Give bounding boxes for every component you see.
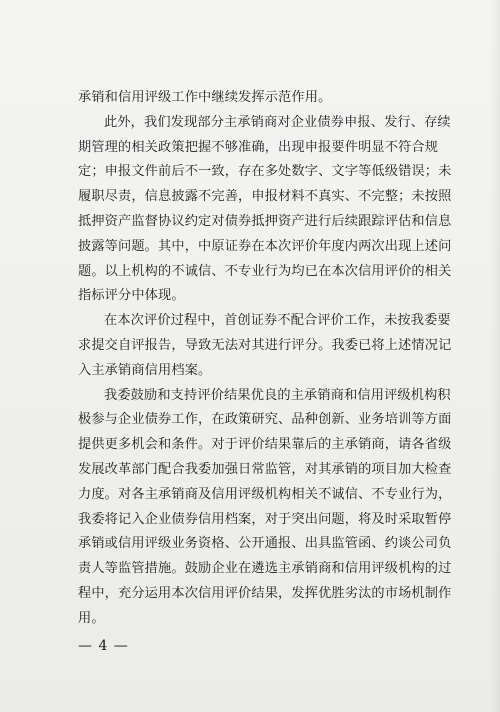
text-line: 指标评分中体现。 [78,288,185,304]
paragraph-non-cooperation [78,309,460,383]
text-line: 在本次评价过程中，首创证券不配合评价工作，未按我委要 [104,313,451,329]
text-line: 入主承销商信用档案。 [78,362,212,378]
text-line: 用。 [78,610,105,626]
text-line: 责人等监管措施。鼓励企业在遴选主承销商和信用评级机构的过 [78,561,452,577]
paragraph-continuation [78,86,460,111]
text-line: 我委将记入企业债券信用档案，对于突出问题，将及时采取暂停 [78,511,452,527]
text-line: 极参与企业债券工作，在政策研究、品种创新、业务培训等方面 [78,412,452,428]
text-line: 发展改革部门配合我委加强日常监管，对其承销的项目加大检查 [78,461,452,477]
paragraph-issues-found [78,111,460,309]
text-line: 承销和信用评级工作中继续发挥示范作用。 [78,90,332,105]
paragraph-encouragement [78,384,460,632]
text-line: 承销或信用评级业务资格、公开通报、出具监管函、约谈公司负 [78,536,452,552]
text-line: 题。以上机构的不诚信、不专业行为均已在本次信用评价的相关 [78,263,452,279]
text-line: 此外，我们发现部分主承销商对企业债券申报、发行、存续 [104,114,451,130]
text-line: 求提交自评报告，导致无法对其进行评分。我委已将上述情况记 [78,337,452,353]
text-line: 力度。对各主承销商及信用评级机构相关不诚信、不专业行为， [78,486,452,502]
text-line: 定；申报文件前后不一致，存在多处数字、文字等低级错误；未 [78,164,452,180]
text-line: 履职尽责，信息披露不完善，申报材料不真实、不完整；未按照 [78,189,452,205]
page-edge-shadow [490,0,500,712]
body-text [78,86,460,632]
text-line: 提供更多机会和条件。对于评价结果靠后的主承销商，请各省级 [78,437,452,453]
text-line: 程中，充分运用本次信用评价结果，发挥优胜劣汰的市场机制作 [78,585,452,601]
page-number: — 4 — [78,638,129,654]
text-line: 我委鼓励和支持评价结果优良的主承销商和信用评级机构积 [104,387,451,403]
text-line: 抵押资产监督协议约定对债券抵押资产进行后续跟踪评估和信息 [78,213,452,229]
text-line: 期管理的相关政策把握不够准确，出现申报要件明显不符合规 [78,139,439,155]
text-line: 披露等问题。其中，中原证券在本次评价年度内两次出现上述问 [78,238,452,254]
